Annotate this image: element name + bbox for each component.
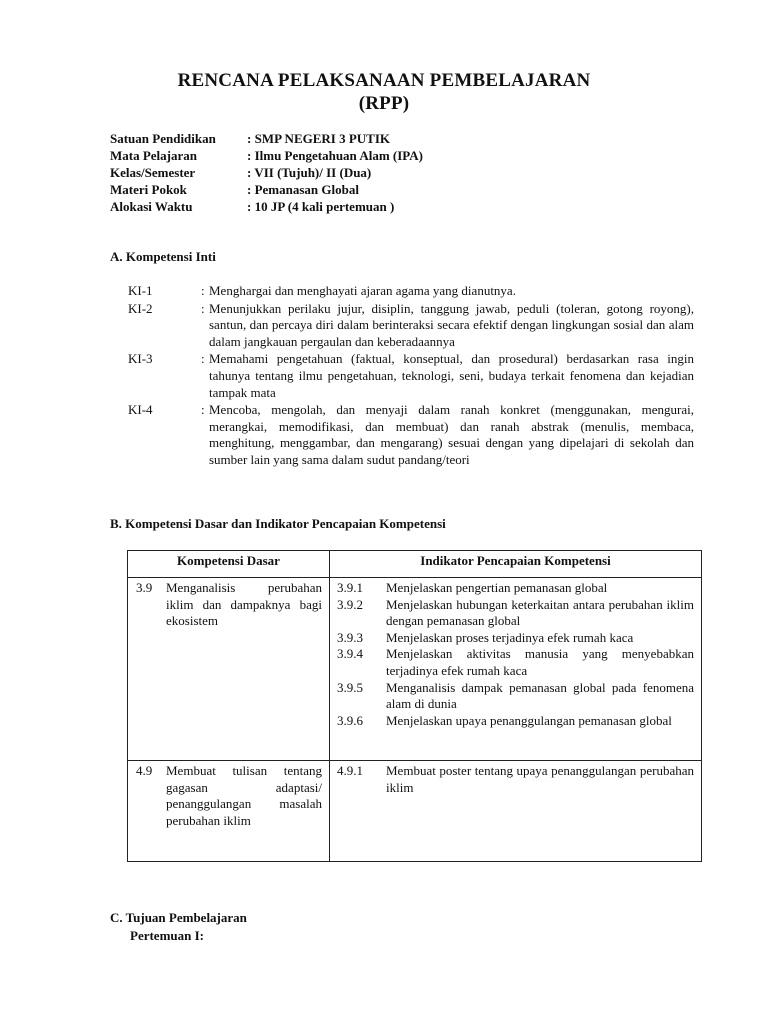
indicator-number: 3.9.3 bbox=[337, 629, 363, 645]
ki-text: Memahami pengetahuan (faktual, konseptual, dan prosedural) berdasarkan rasa ingin tahunya tentang ilmu pengetahuan, teknologi, seni, budaya terkait fenomena dan kejadian tampak mata bbox=[209, 351, 694, 400]
indicator-text: Menganalisis dampak pemanasan global pada fenomena alam di dunia bbox=[386, 679, 694, 712]
identity-block bbox=[110, 130, 423, 215]
identity-row bbox=[110, 181, 423, 198]
indicator-number: 3.9.1 bbox=[337, 580, 363, 595]
identity-row bbox=[110, 198, 423, 215]
indicator-item bbox=[337, 580, 694, 597]
indicator-cell bbox=[330, 761, 702, 862]
ki-text: Menunjukkan perilaku jujur, disiplin, tanggung jawab, peduli (toleran, gotong royong), santun, dan percaya diri dalam berinteraksi secara efektif dengan lingkungan sosial dan alam dalam jangkauan pergaulan dan keberadaannya bbox=[209, 300, 694, 349]
indicator-number: 3.9.4 bbox=[337, 646, 363, 662]
ki-item bbox=[128, 402, 694, 468]
ki-colon: : bbox=[201, 402, 205, 418]
ki-code: KI-4 bbox=[128, 402, 153, 418]
identity-value: : SMP NEGERI 3 PUTIK bbox=[247, 131, 391, 146]
document-title: RENCANA PELAKSANAAN PEMBELAJARAN bbox=[177, 70, 591, 91]
kd-text: Membuat tulisan tentang gagasan adaptasi/ penanggulangan masalah perubahan iklim bbox=[166, 763, 322, 828]
indicator-number: 3.9.5 bbox=[337, 679, 363, 695]
indicator-item bbox=[337, 713, 694, 730]
indicator-number: 4.9.1 bbox=[337, 763, 363, 778]
indicator-text: Menjelaskan pengertian pemanasan global bbox=[386, 580, 608, 595]
identity-label: Satuan Pendidikan bbox=[110, 131, 216, 146]
identity-value: : VII (Tujuh)/ II (Dua) bbox=[247, 165, 372, 180]
indicator-item bbox=[337, 630, 694, 647]
section-heading-kompetensi-inti: A. Kompetensi Inti bbox=[110, 249, 216, 264]
identity-value: : Pemanasan Global bbox=[247, 182, 359, 197]
ki-item bbox=[128, 283, 694, 300]
identity-label: Mata Pelajaran bbox=[110, 148, 198, 163]
column-header-kompetensi-dasar: Kompetensi Dasar bbox=[128, 551, 330, 578]
kd-number: 4.9 bbox=[136, 763, 153, 778]
ki-colon: : bbox=[201, 300, 205, 316]
indicator-number: 3.9.6 bbox=[337, 712, 363, 728]
table-row bbox=[128, 578, 702, 761]
ki-item bbox=[128, 351, 694, 401]
indicator-text: Menjelaskan proses terjadinya efek rumah kaca bbox=[386, 629, 634, 645]
kompetensi-inti-list bbox=[128, 283, 694, 470]
indicator-text: Menjelaskan aktivitas manusia yang menyebabkan terjadinya efek rumah kaca bbox=[386, 646, 694, 678]
indicator-number: 3.9.2 bbox=[337, 596, 363, 612]
kd-cell bbox=[128, 578, 330, 761]
indicator-text: Membuat poster tentang upaya penanggulangan perubahan iklim bbox=[386, 763, 694, 795]
kd-text: Menganalisis perubahan iklim dan dampaknya bagi ekosistem bbox=[166, 580, 322, 629]
indicator-item bbox=[337, 680, 694, 713]
ki-item bbox=[128, 301, 694, 351]
identity-value: : Ilmu Pengetahuan Alam (IPA) bbox=[247, 148, 423, 163]
column-header-indikator: Indikator Pencapaian Kompetensi bbox=[330, 551, 702, 578]
indicator-item bbox=[337, 763, 694, 796]
identity-row bbox=[110, 147, 423, 164]
identity-label: Kelas/Semester bbox=[110, 165, 196, 180]
indicator-item bbox=[337, 646, 694, 679]
meeting-heading: Pertemuan I: bbox=[130, 928, 205, 943]
ki-colon: : bbox=[201, 283, 205, 298]
ki-code: KI-3 bbox=[128, 351, 153, 367]
indicator-text: Menjelaskan hubungan keterkaitan antara perubahan iklim dengan pemanasan global bbox=[386, 596, 694, 629]
section-heading-kompetensi-dasar: B. Kompetensi Dasar dan Indikator Pencapaian Kompetensi bbox=[110, 516, 446, 531]
indicator-cell bbox=[330, 578, 702, 761]
ki-colon: : bbox=[201, 351, 205, 367]
identity-label: Materi Pokok bbox=[110, 182, 187, 197]
identity-label: Alokasi Waktu bbox=[110, 199, 193, 214]
ki-code: KI-2 bbox=[128, 300, 153, 316]
indicator-item bbox=[337, 597, 694, 630]
kd-cell bbox=[128, 761, 330, 862]
indicator-text: Menjelaskan upaya penanggulangan pemanasan global bbox=[386, 712, 672, 728]
table-header-row bbox=[128, 551, 702, 578]
competency-table bbox=[127, 550, 702, 862]
table-row bbox=[128, 761, 702, 862]
kd-number: 3.9 bbox=[136, 580, 153, 595]
ki-text: Menghargai dan menghayati ajaran agama yang dianutnya. bbox=[209, 283, 516, 298]
ki-text: Mencoba, mengolah, dan menyaji dalam ranah konkret (menggunakan, mengurai, merangkai, memodifikasi, dan membuat) dan ranah abstrak (menulis, membaca, menghitung, menggambar, dan mengarang) sesuai dengan yang dipelajari di sekolah dan sumber lain yang sama dalam sudut pandang/teori bbox=[209, 402, 694, 467]
identity-row bbox=[110, 164, 423, 181]
ki-code: KI-1 bbox=[128, 283, 153, 298]
document-subtitle: (RPP) bbox=[358, 93, 410, 114]
identity-row bbox=[110, 130, 423, 147]
identity-value: : 10 JP (4 kali pertemuan ) bbox=[247, 199, 395, 214]
section-heading-tujuan: C. Tujuan Pembelajaran bbox=[110, 910, 247, 925]
